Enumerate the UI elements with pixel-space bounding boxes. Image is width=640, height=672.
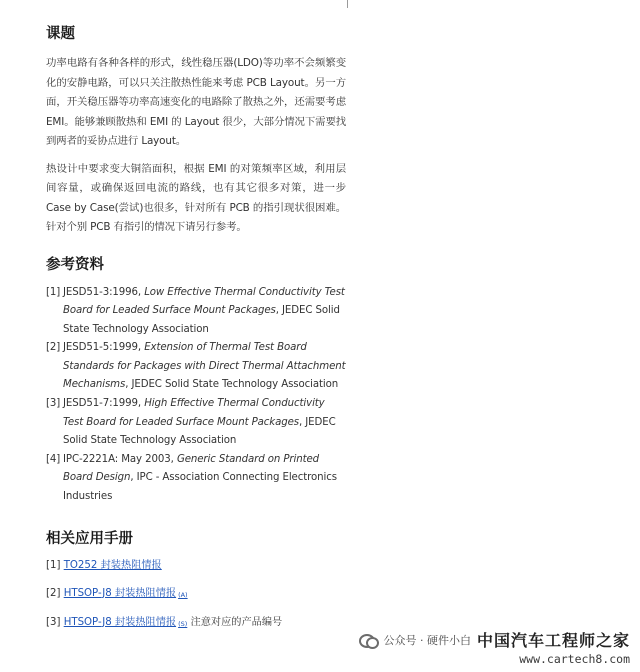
reference-source: JESD51-3:1996,	[63, 286, 145, 298]
reference-source: JESD51-5:1999,	[63, 342, 145, 354]
watermark-row	[359, 628, 630, 651]
app-note-link-htsop-a[interactable]: HTSOP-J8 封装热阻情报	[63, 587, 177, 599]
reference-item	[46, 284, 346, 340]
app-notes-heading: 相关应用手册	[46, 530, 133, 547]
topic-paragraph-1: 功率电路有各种各样的形式，线性稳压器(LDO)等功率不会频繁变化的安静电路，可以只关注散热性能来考虑 PCB Layout。另一方面，开关稳压器等功率高速变化的电路除了散热之外，还需要考虑 EMI。能够兼顾散热和 EMI 的 Layout 很少，大部分情况下需要找到两者的妥协点进行 Layout。	[46, 57, 346, 147]
wechat-icon	[359, 632, 377, 647]
references-list	[46, 284, 346, 507]
section-spacer	[46, 507, 346, 529]
watermark-account-label: 公众号 · 硬件小白	[383, 633, 471, 647]
reference-publisher: , IPC - Association Connecting Electronics Industries	[63, 472, 337, 503]
watermark-brand: 中国汽车工程师之家	[476, 631, 630, 650]
topic-heading: 课题	[46, 26, 75, 42]
reference-item	[46, 339, 346, 395]
column-divider	[347, 0, 348, 8]
app-note-variant[interactable]: (A)	[178, 590, 188, 599]
app-note-number: [1]	[46, 559, 61, 571]
reference-number: [2]	[46, 342, 61, 354]
topic-paragraph-2: 热设计中要求变大铜箔面积，根据 EMI 的对策频率区域，利用层间容量，或确保返回电流的路线，也有其它很多对策，进一步 Case by Case(尝试)也很多，针对所有 PCB 的指引现状很困难。针对个别 PCB 有指引的情况下请另行参考。	[46, 162, 346, 233]
reference-item	[46, 395, 346, 451]
reference-title: High Effective Thermal Conductivity Test Board for Leaded Surface Mount Packages	[63, 398, 325, 428]
reference-item	[46, 451, 346, 507]
watermark-url: www.cartech8.com	[519, 652, 630, 666]
app-note-link-htsop-s[interactable]: HTSOP-J8 封装热阻情报	[63, 616, 177, 628]
reference-title: Low Effective Thermal Conductivity Test Board for Leaded Surface Mount Packages	[63, 286, 345, 317]
app-note-item	[46, 614, 346, 633]
reference-number: [1]	[46, 286, 61, 298]
references-heading: 参考资料	[46, 256, 104, 273]
reference-publisher: , JEDEC Solid State Technology Association	[125, 379, 339, 391]
reference-title: Generic Standard on Printed Board Design	[63, 453, 320, 484]
reference-title: Extension of Thermal Test Board Standards for Packages with Direct Thermal Attachment Mechanisms	[63, 342, 346, 391]
app-note-item	[46, 557, 346, 575]
reference-publisher: , JEDEC Solid State Technology Association	[63, 416, 336, 447]
app-note-number: [3]	[46, 616, 61, 628]
reference-number: [4]	[46, 453, 61, 465]
reference-source: JESD51-7:1999,	[63, 398, 145, 410]
watermark	[359, 628, 630, 666]
reference-number: [3]	[46, 398, 61, 410]
app-note-item	[46, 585, 346, 604]
reference-source: IPC-2221A: May 2003,	[63, 453, 177, 465]
app-note-remark: 注意对应的产品编号	[190, 616, 283, 628]
content-column	[46, 24, 346, 643]
app-note-link-to252[interactable]: TO252 封装热阻情报	[63, 559, 162, 571]
reference-publisher: , JEDEC Solid State Technology Association	[63, 305, 340, 335]
app-note-number: [2]	[46, 587, 61, 599]
app-note-variant[interactable]: (S)	[178, 619, 188, 628]
